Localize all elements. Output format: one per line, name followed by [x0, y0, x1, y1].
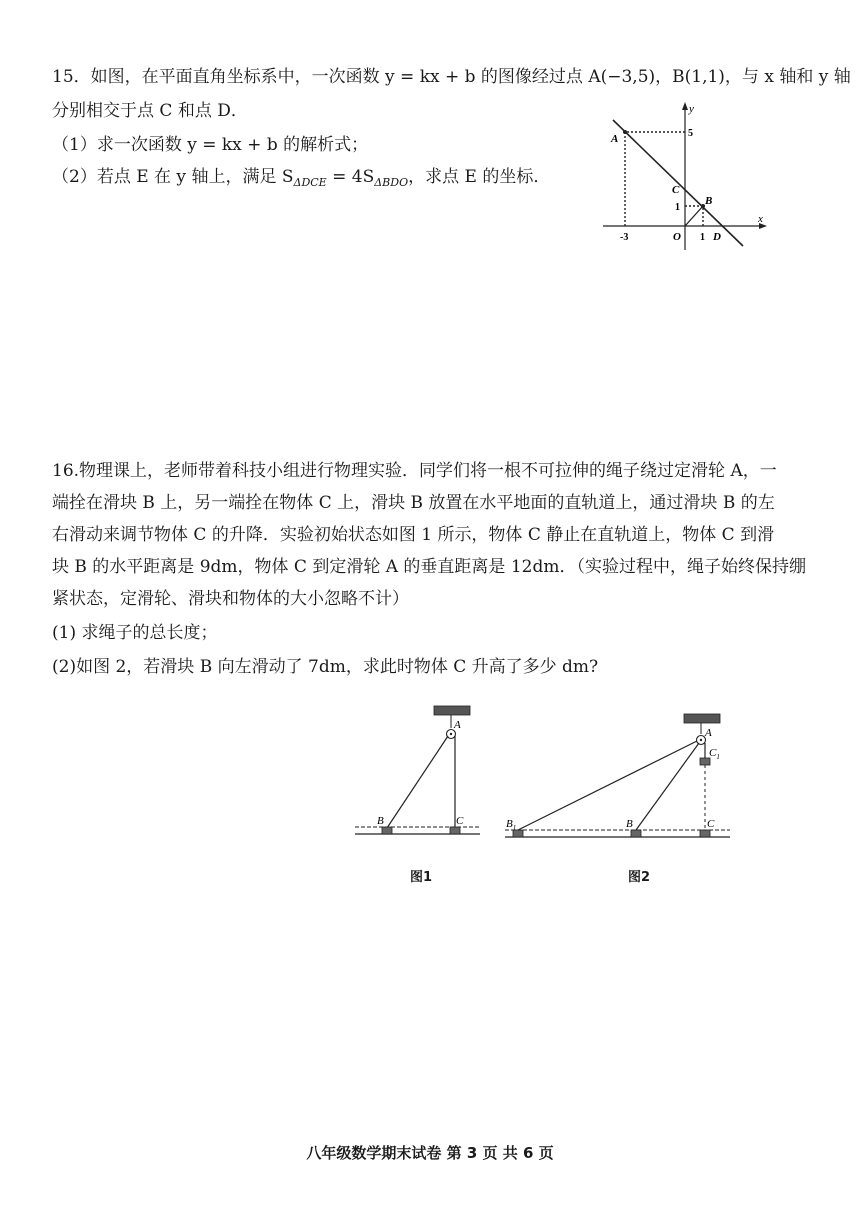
q16-figure-1 [350, 700, 490, 850]
q16-part1: (1) 求绳子的总长度； [52, 623, 218, 643]
fig2-ceiling-mount [684, 714, 720, 723]
q15-part2-sub2: ΔBDO [374, 176, 409, 189]
label-B: B [705, 195, 713, 207]
page-footer: 八年级数学期末试卷 第 3 页 共 6 页 [306, 1144, 554, 1162]
q15-part2-mid: = 4S [326, 167, 375, 187]
fig1-label-C: C [456, 815, 464, 827]
fig1-label-A: A [454, 719, 461, 731]
fig1-pulley-center [450, 733, 452, 735]
fig2-label-C1: $C_1$ [709, 747, 720, 761]
fig1-caption: 图1 [410, 870, 433, 885]
q16-line2: 端拴在滑块 B 上，另一端拴在物体 C 上，滑块 B 放置在水平地面的直轨道上，通过滑块 B 的左 [52, 493, 775, 513]
q15-part2-pre: （2）若点 E 在 y 轴上，满足 S [52, 167, 294, 187]
fig1-ceiling-mount [434, 706, 470, 715]
label-O: O [673, 231, 681, 243]
fig1-object-C [450, 827, 460, 834]
fig1-label-B: B [377, 815, 384, 827]
y-axis-arrow [682, 102, 688, 110]
q15-part2-sub1: ΔDCE [293, 176, 327, 189]
tick-1-y: 1 [675, 202, 680, 213]
label-y: y [689, 103, 694, 115]
q16-line1: 16.物理课上，老师带着科技小组进行物理实验．同学们将一根不可拉伸的绳子绕过定滑轮 A，一 [52, 461, 777, 481]
fig2-label-B1: $B_1$ [506, 818, 517, 832]
segment-OB [685, 206, 703, 226]
q15-part2-post: ，求点 E 的坐标． [408, 167, 551, 187]
fig2-object-C [700, 830, 710, 837]
point-A [623, 130, 627, 134]
linear-function-line [613, 120, 743, 246]
fig2-label-A: A [705, 727, 712, 739]
q16-figure-2 [500, 708, 735, 848]
label-x: x [758, 213, 763, 225]
fig2-slider-B [631, 830, 641, 837]
fig1-rope-AB [387, 736, 448, 828]
label-D: D [713, 231, 721, 243]
q16-line4: 块 B 的水平距离是 9dm，物体 C 到定滑轮 A 的垂直距离是 12dm．（实验过程中，绳子始终保持绷 [52, 557, 806, 577]
q16-part2: (2)如图 2，若滑块 B 向左滑动了 7dm，求此时物体 C 升高了多少 dm? [52, 657, 599, 677]
fig2-object-C1 [700, 758, 710, 765]
fig2-rope-AB1 [518, 741, 697, 830]
label-C: C [672, 184, 680, 196]
q15-line2: 分别相交于点 C 和点 D． [52, 101, 248, 121]
fig2-caption: 图2 [628, 870, 651, 885]
fig2-label-B: B [626, 818, 633, 830]
tick-neg3: -3 [620, 232, 629, 243]
q15-line1: 15．如图，在平面直角坐标系中，一次函数 y = kx + b 的图像经过点 A(−3,5)，B(1,1)，与 x 轴和 y 轴 [52, 67, 851, 87]
label-A: A [611, 133, 619, 145]
q16-line5: 紧状态，定滑轮、滑块和物体的大小忽略不计） [52, 589, 409, 609]
fig2-label-C: C [707, 818, 715, 830]
q15-coordinate-graph [595, 100, 775, 260]
fig1-slider-B [382, 827, 392, 834]
tick-1-x: 1 [700, 232, 705, 243]
fig2-pulley-center [700, 739, 702, 741]
tick-5: 5 [688, 128, 693, 139]
q15-part1: （1）求一次函数 y = kx + b 的解析式； [52, 135, 369, 155]
q16-line3: 右滑动来调节物体 C 的升降．实验初始状态如图 1 所示，物体 C 静止在直轨道上，物体 C 到滑 [52, 525, 775, 545]
